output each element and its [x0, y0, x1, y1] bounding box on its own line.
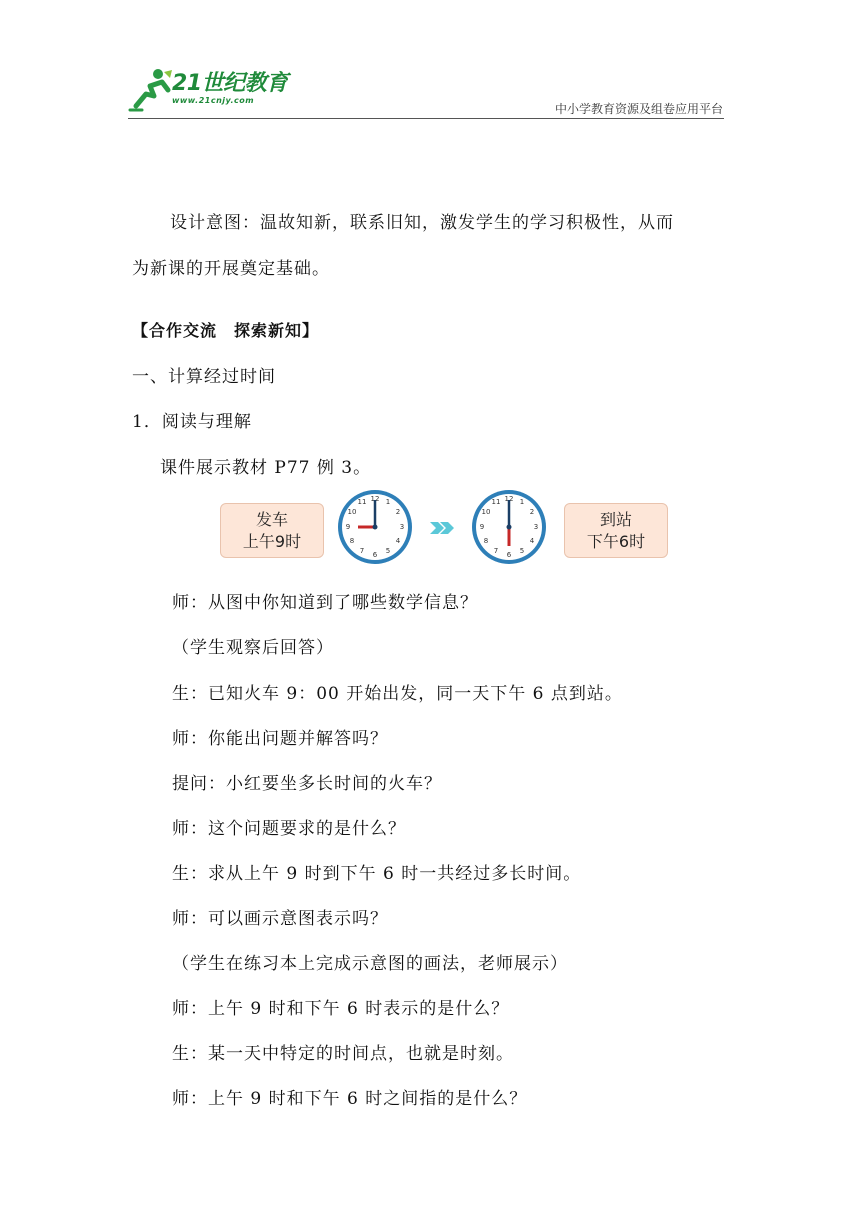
train-clock-figure — [220, 488, 672, 564]
dialogue-line: 提问：小红要坐多长时间的火车？ — [172, 774, 442, 794]
svg-text:8: 8 — [483, 537, 489, 545]
svg-text:4: 4 — [529, 537, 535, 545]
dialogue-line: 师：从图中你知道到了哪些数学信息？ — [172, 593, 478, 613]
dialogue-line: 师：你能出问题并解答吗？ — [172, 729, 388, 749]
svg-text:5: 5 — [519, 547, 525, 555]
logo-url: www.21cnjy.com — [172, 96, 255, 105]
svg-text:11: 11 — [357, 498, 367, 506]
dialogue-line: 生：某一天中特定的时间点，也就是时刻。 — [172, 1044, 514, 1064]
svg-text:9: 9 — [345, 523, 351, 531]
arrival-label: 到站 — [599, 510, 632, 529]
svg-text:3: 3 — [399, 523, 405, 531]
section-title: 【合作交流 探索新知】 — [132, 321, 320, 340]
svg-text:10: 10 — [347, 508, 357, 516]
site-logo — [128, 66, 298, 120]
svg-text:4: 4 — [395, 537, 401, 545]
svg-text:1: 1 — [385, 498, 391, 506]
dialogue-line: 师：可以画示意图表示吗？ — [172, 909, 388, 929]
departure-sign — [220, 503, 324, 558]
runner-logo-icon — [128, 66, 174, 112]
dialogue-line: 师：这个问题要求的是什么？ — [172, 819, 406, 839]
page-header — [0, 0, 860, 120]
svg-text:6: 6 — [506, 551, 512, 559]
svg-text:5: 5 — [385, 547, 391, 555]
svg-text:11: 11 — [491, 498, 501, 506]
logo-text: 21世纪教育 — [172, 71, 288, 96]
svg-text:3: 3 — [533, 523, 539, 531]
departure-label: 发车 — [255, 510, 288, 529]
dialogue-line: （学生在练习本上完成示意图的画法，老师展示） — [172, 954, 568, 974]
courseware-note: 课件展示教材 P77 例 3。 — [160, 458, 372, 478]
svg-text:10: 10 — [481, 508, 491, 516]
dialogue-line: （学生观察后回答） — [172, 638, 334, 658]
svg-text:7: 7 — [359, 547, 365, 555]
design-intent-line2: 为新课的开展奠定基础。 — [132, 259, 330, 279]
dialogue-line: 生：求从上午 9 时到下午 6 时一共经过多长时间。 — [172, 864, 582, 884]
subsection-item-heading: 1．阅读与理解 — [132, 412, 252, 432]
clock-9-oclock-icon — [336, 488, 414, 566]
svg-text:12: 12 — [504, 495, 514, 503]
dialogue-line: 师：上午 9 时和下午 6 时表示的是什么？ — [172, 999, 510, 1019]
svg-text:9: 9 — [479, 523, 485, 531]
svg-text:6: 6 — [372, 551, 378, 559]
svg-text:7: 7 — [493, 547, 499, 555]
platform-tagline: 中小学教育资源及组卷应用平台 — [554, 102, 723, 116]
departure-time: 上午9时 — [242, 532, 302, 551]
arrival-sign — [564, 503, 668, 558]
design-intent-line1: 设计意图：温故知新，联系旧知，激发学生的学习积极性，从而 — [170, 213, 674, 233]
clock-6-oclock-icon — [470, 488, 548, 566]
subsection-heading: 一、计算经过时间 — [132, 367, 276, 387]
svg-text:8: 8 — [349, 537, 355, 545]
arrow-right-icon — [430, 522, 454, 534]
header-divider — [128, 118, 724, 119]
dialogue-line: 生：已知火车 9：00 开始出发，同一天下午 6 点到站。 — [172, 684, 623, 704]
arrival-time: 下午6时 — [586, 532, 646, 551]
svg-text:1: 1 — [519, 498, 525, 506]
svg-text:2: 2 — [529, 508, 535, 516]
svg-text:12: 12 — [370, 495, 380, 503]
svg-text:2: 2 — [395, 508, 401, 516]
dialogue-line: 师：上午 9 时和下午 6 时之间指的是什么？ — [172, 1089, 528, 1109]
